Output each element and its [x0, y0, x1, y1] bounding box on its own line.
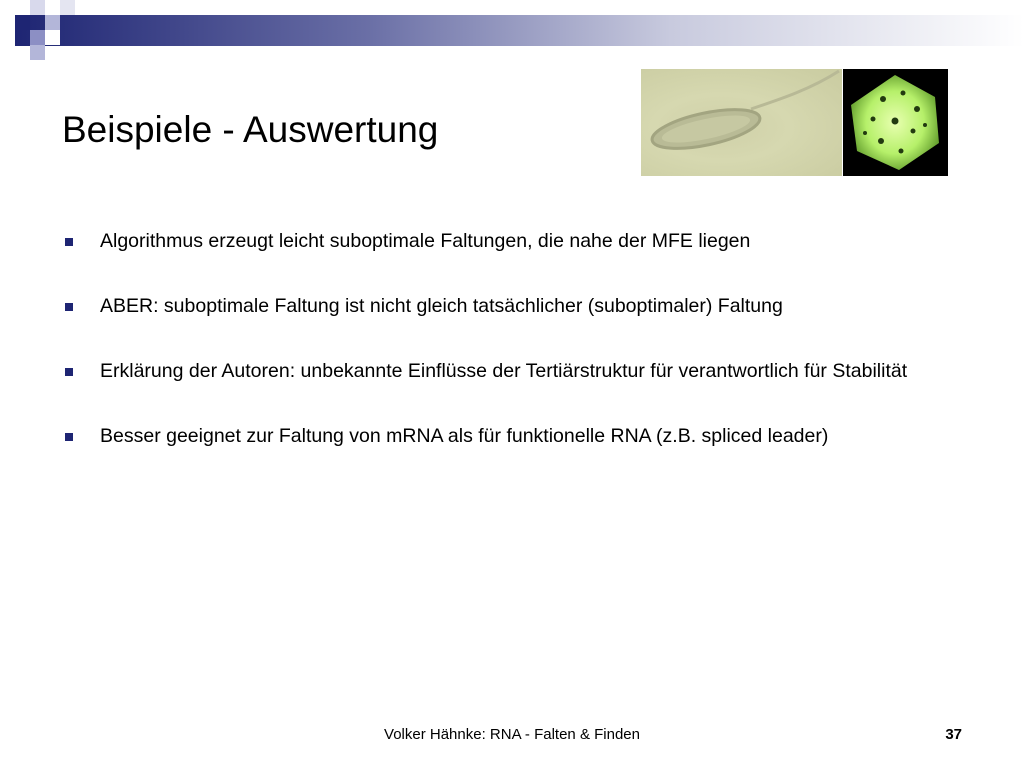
bullet-text: Besser geeignet zur Faltung von mRNA als für funktionelle RNA (z.B. spliced leader) [100, 425, 829, 447]
bullet-square-icon [65, 368, 73, 376]
bullet-item [62, 358, 962, 384]
decor-square [60, 0, 75, 15]
decor-square [45, 15, 60, 30]
decor-square [30, 45, 45, 60]
slide-footer [0, 726, 1024, 748]
slide-title: Beispiele - Auswertung [62, 109, 439, 150]
decor-square [15, 15, 30, 30]
icosahedral-virus-image [843, 69, 948, 176]
bullet-text: ABER: suboptimale Faltung ist nicht gleich tatsächlicher (suboptimaler) Faltung [100, 295, 783, 317]
decor-square [45, 30, 60, 45]
bullet-square-icon [65, 303, 73, 311]
virus-drawing [843, 69, 948, 176]
header-gradient-bar [15, 15, 1024, 46]
page-number: 37 [945, 726, 962, 743]
bullet-text: Algorithmus erzeugt leicht suboptimale Faltungen, die nahe der MFE liegen [100, 230, 751, 252]
decor-square [30, 0, 45, 15]
bullet-item [62, 423, 962, 449]
decor-square [0, 0, 15, 15]
decor-square [0, 30, 15, 45]
bullet-text: Erklärung der Autoren: unbekannte Einflüsse der Tertiärstruktur für verantwortlich für Stabilität [100, 360, 908, 382]
decor-square [15, 0, 30, 15]
illustration-images [641, 69, 948, 176]
trypanosome-micrograph [641, 69, 842, 176]
bullet-list [62, 228, 962, 449]
bullet-square-icon [65, 238, 73, 246]
trypanosome-drawing [641, 69, 842, 176]
bullet-item [62, 228, 962, 254]
footer-text: Volker Hähnke: RNA - Falten & Finden [384, 726, 640, 743]
decor-square [30, 30, 45, 45]
bullet-square-icon [65, 433, 73, 441]
bullet-item [62, 293, 962, 319]
